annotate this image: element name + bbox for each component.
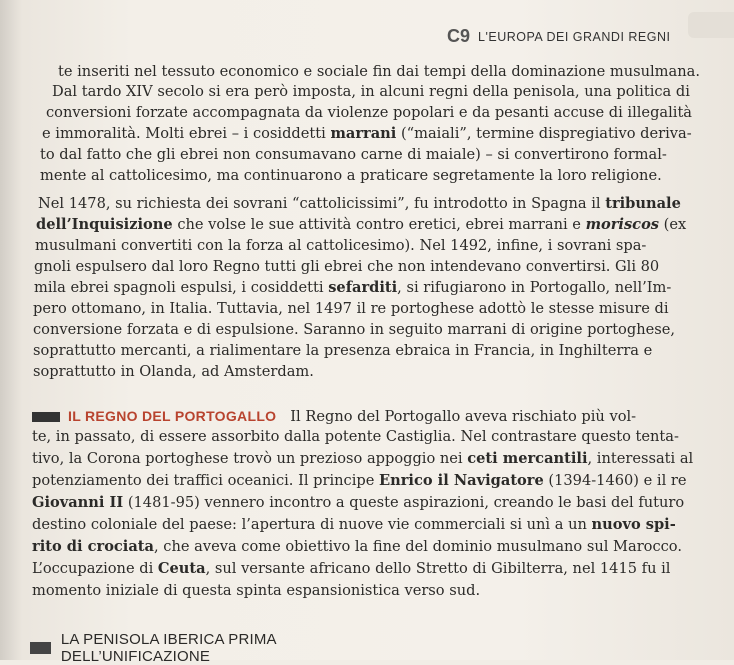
- text-run: conversione forzata e di espulsione. Saranno in seguito marrani di origine portoghese,: [33, 321, 675, 338]
- text-run: L’occupazione di: [32, 560, 158, 577]
- term-ceuta: Ceuta: [157, 560, 206, 577]
- text-line: [32, 537, 682, 557]
- page-gutter-shadow: [0, 0, 22, 660]
- text-run: (ex: [659, 216, 687, 233]
- text-line: [40, 145, 667, 165]
- term-marrani: marrani: [330, 125, 397, 142]
- text-run: che volse le sue attività contro eretici, ebrei marrani e: [172, 216, 586, 233]
- text-line: [32, 559, 670, 579]
- text-run: to dal fatto che gli ebrei non consumavano carne di maiale) – si convertirono formal-: [40, 146, 667, 163]
- text-run: mente al cattolicesimo, ma continuarono a praticare segretamente la loro religione.: [40, 167, 662, 184]
- term-moriscos: moriscos: [585, 216, 660, 233]
- text-line: [32, 449, 693, 469]
- text-run: (“maiali”, termine dispregiativo deriva-: [396, 125, 692, 142]
- text-run: e immoralità. Molti ebrei – i cosiddetti: [42, 125, 331, 142]
- text-run: potenziamento dei traffici oceanici. Il principe: [32, 472, 379, 489]
- text-line: [34, 278, 671, 298]
- term-enrico-navigatore: Enrico il Navigatore: [379, 472, 544, 489]
- text-line: [33, 299, 669, 319]
- text-run: , sul versante africano dello Stretto di Gibilterra, nel 1415 fu il: [205, 560, 671, 577]
- chapter-title: L'EUROPA DEI GRANDI REGNI: [478, 29, 671, 44]
- text-run: Dal tardo XIV secolo si era però imposta, in alcuni regni della penisola, una politica di: [52, 83, 690, 100]
- text-run: soprattutto in Olanda, ad Amsterdam.: [33, 363, 314, 380]
- text-line: [32, 515, 676, 535]
- caption-marker: [30, 642, 51, 654]
- text-line: [33, 341, 652, 361]
- term-ceti-mercantili: ceti mercantili: [467, 450, 588, 467]
- text-run: tivo, la Corona portoghese trovò un prezioso appoggio nei: [32, 450, 468, 467]
- term-crociata: rito di crociata: [32, 538, 155, 555]
- text-line: [36, 215, 686, 235]
- section-heading: IL REGNO DEL PORTOGALLO: [68, 408, 277, 424]
- term-giovanni-ii: Giovanni II: [32, 494, 124, 511]
- text-line: [52, 82, 690, 102]
- text-run: soprattutto mercanti, a rialimentare la presenza ebraica in Francia, in Inghilterra e: [33, 342, 653, 359]
- text-run: mila ebrei spagnoli espulsi, i cosiddetti: [34, 279, 329, 296]
- text-run: , si rifugiarono in Portogallo, nell’Im-: [397, 279, 672, 296]
- text-line: [34, 257, 659, 277]
- running-header: [447, 26, 670, 47]
- figure-caption-bar: [30, 631, 410, 665]
- text-run: (1394-1460) e il re: [543, 472, 687, 489]
- text-run: Il Regno del Portogallo aveva rischiato più vol-: [290, 408, 637, 425]
- text-run: Nel 1478, su richiesta dei sovrani “cattolicissimi”, fu introdotto in Spagna il: [38, 195, 606, 212]
- text-run: pero ottomano, in Italia. Tuttavia, nel 1497 il re portoghese adottò le stesse misure di: [33, 300, 669, 317]
- text-run: (1481-95) vennero incontro a queste aspirazioni, creando le basi del futuro: [123, 494, 685, 511]
- text-line: [46, 103, 692, 123]
- text-run: te, in passato, di essere assorbito dalla potente Castiglia. Nel contrastare questo tenta-: [32, 428, 679, 445]
- text-run: momento iniziale di questa spinta espansionistica verso sud.: [32, 582, 481, 599]
- text-run: , che aveva come obiettivo la fine del dominio musulmano sul Marocco.: [154, 538, 682, 555]
- term-inquisizione: dell’Inquisizione: [36, 216, 173, 233]
- text-line: [32, 581, 480, 601]
- text-run: destino coloniale del paese: l’apertura di nuove vie commerciali si unì a un: [32, 516, 592, 533]
- text-line: [32, 471, 687, 491]
- text-line: [38, 194, 681, 214]
- text-run: , interessati al: [587, 450, 694, 467]
- text-line: [32, 427, 679, 447]
- text-line: [58, 62, 700, 82]
- text-run: conversioni forzate accompagnata da violenze popolari e da pesanti accuse di illegalità: [46, 104, 693, 121]
- text-run: musulmani convertiti con la forza al cattolicesimo). Nel 1492, infine, i sovrani spa-: [35, 237, 647, 254]
- text-line: [33, 320, 675, 340]
- section-first-line: [32, 406, 636, 427]
- section-marker: [32, 412, 60, 422]
- term-sefarditi: sefarditi: [328, 279, 398, 296]
- chapter-code: C9: [447, 26, 471, 46]
- term-nuovo-spirito: nuovo spi-: [591, 516, 676, 533]
- term-tribunale: tribunale: [605, 195, 681, 212]
- text-line: [40, 166, 662, 186]
- text-line: [42, 124, 692, 144]
- text-line: [35, 236, 646, 256]
- text-run: te inseriti nel tessuto economico e sociale fin dai tempi della dominazione musulmana.: [58, 63, 700, 80]
- page-corner-tab: [688, 12, 734, 38]
- text-line: [32, 493, 684, 513]
- figure-caption: LA PENISOLA IBERICA PRIMA DELL’UNIFICAZIONE: [60, 631, 276, 665]
- text-run: gnoli espulsero dal loro Regno tutti gli ebrei che non intendevano convertirsi. Gli 80: [34, 258, 660, 275]
- text-line: [33, 362, 314, 382]
